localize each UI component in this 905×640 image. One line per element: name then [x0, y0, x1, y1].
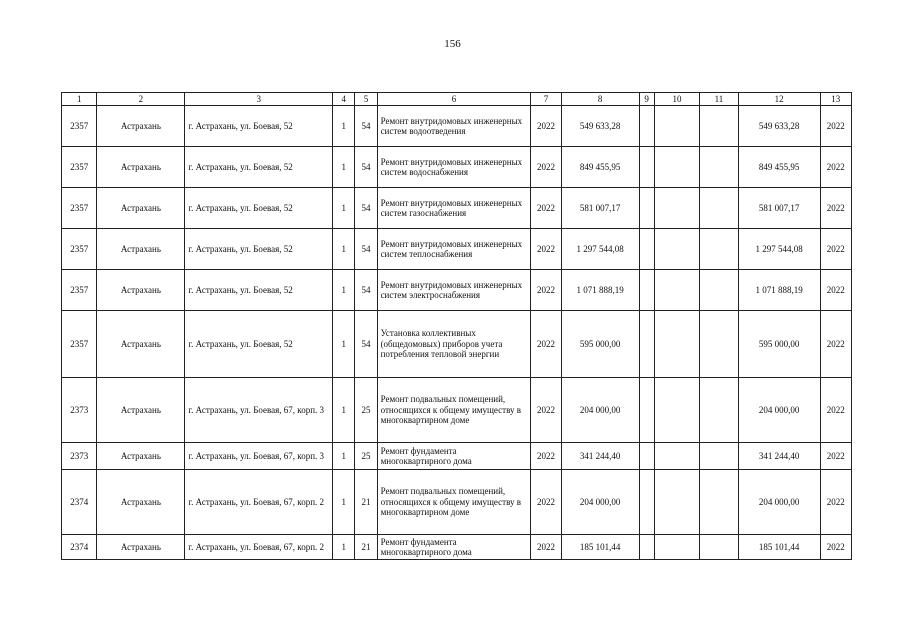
cell-work-type: Ремонт внутридомовых инженерных систем теплоснабжения — [377, 229, 531, 270]
cell-city: Астрахань — [97, 106, 185, 147]
cell-address: г. Астрахань, ул. Боевая, 52 — [185, 188, 333, 229]
cell-col11 — [700, 535, 738, 560]
cell-id: 2357 — [62, 229, 97, 270]
cell-end-year: 2022 — [820, 470, 851, 535]
cell-total: 1 297 544,08 — [738, 229, 820, 270]
cell-id: 2373 — [62, 378, 97, 443]
column-header: 13 — [820, 93, 851, 106]
cell-total: 204 000,00 — [738, 470, 820, 535]
cell-col11 — [700, 147, 738, 188]
cell-total: 341 244,40 — [738, 443, 820, 470]
cell-end-year: 2022 — [820, 443, 851, 470]
cell-address: г. Астрахань, ул. Боевая, 52 — [185, 311, 333, 378]
cell-col10 — [654, 470, 700, 535]
cell-total: 849 455,95 — [738, 147, 820, 188]
cell-id: 2374 — [62, 535, 97, 560]
cell-col9 — [639, 188, 654, 229]
cell-work-type: Ремонт внутридомовых инженерных систем водоснабжения — [377, 147, 531, 188]
cell-col10 — [654, 147, 700, 188]
column-header: 9 — [639, 93, 654, 106]
cell-col11 — [700, 470, 738, 535]
cell-work-type: Ремонт фундамента многоквартирного дома — [377, 535, 531, 560]
cell-address: г. Астрахань, ул. Боевая, 52 — [185, 270, 333, 311]
cell-col4: 1 — [333, 188, 355, 229]
cell-year: 2022 — [531, 229, 561, 270]
cell-cost: 204 000,00 — [561, 378, 639, 443]
column-header: 1 — [62, 93, 97, 106]
cell-work-type: Установка коллективных (общедомовых) приборов учета потребления тепловой энергии — [377, 311, 531, 378]
cell-end-year: 2022 — [820, 311, 851, 378]
cell-work-type: Ремонт подвальных помещений, относящихся к общему имуществу в многоквартирном доме — [377, 470, 531, 535]
cell-year: 2022 — [531, 535, 561, 560]
table-row — [62, 311, 852, 378]
cell-col5: 54 — [355, 270, 377, 311]
cell-col11 — [700, 106, 738, 147]
cell-city: Астрахань — [97, 535, 185, 560]
cell-cost: 1 297 544,08 — [561, 229, 639, 270]
cell-col10 — [654, 229, 700, 270]
cell-end-year: 2022 — [820, 229, 851, 270]
cell-total: 185 101,44 — [738, 535, 820, 560]
cell-col4: 1 — [333, 378, 355, 443]
cell-col10 — [654, 311, 700, 378]
cell-col10 — [654, 106, 700, 147]
page-number: 156 — [444, 38, 461, 50]
cell-id: 2373 — [62, 443, 97, 470]
cell-cost: 581 007,17 — [561, 188, 639, 229]
cell-city: Астрахань — [97, 270, 185, 311]
cell-city: Астрахань — [97, 311, 185, 378]
cell-id: 2357 — [62, 147, 97, 188]
cell-id: 2357 — [62, 311, 97, 378]
cell-city: Астрахань — [97, 470, 185, 535]
cell-end-year: 2022 — [820, 535, 851, 560]
cell-col4: 1 — [333, 311, 355, 378]
cell-total: 549 633,28 — [738, 106, 820, 147]
cell-cost: 595 000,00 — [561, 311, 639, 378]
cell-col10 — [654, 270, 700, 311]
cell-col4: 1 — [333, 443, 355, 470]
cell-col11 — [700, 378, 738, 443]
cell-work-type: Ремонт фундамента многоквартирного дома — [377, 443, 531, 470]
cell-col11 — [700, 188, 738, 229]
cell-col4: 1 — [333, 535, 355, 560]
cell-cost: 185 101,44 — [561, 535, 639, 560]
table-row — [62, 147, 852, 188]
cell-id: 2357 — [62, 106, 97, 147]
cell-year: 2022 — [531, 270, 561, 311]
cell-col9 — [639, 378, 654, 443]
table-row — [62, 270, 852, 311]
cell-year: 2022 — [531, 311, 561, 378]
cell-address: г. Астрахань, ул. Боевая, 67, корп. 3 — [185, 378, 333, 443]
cell-col10 — [654, 378, 700, 443]
cell-city: Астрахань — [97, 443, 185, 470]
cell-address: г. Астрахань, ул. Боевая, 67, корп. 3 — [185, 443, 333, 470]
cell-total: 204 000,00 — [738, 378, 820, 443]
cell-year: 2022 — [531, 106, 561, 147]
table-row — [62, 443, 852, 470]
cell-col11 — [700, 229, 738, 270]
cell-col11 — [700, 270, 738, 311]
cell-cost: 204 000,00 — [561, 470, 639, 535]
cell-total: 595 000,00 — [738, 311, 820, 378]
cell-city: Астрахань — [97, 229, 185, 270]
cell-col4: 1 — [333, 147, 355, 188]
cell-address: г. Астрахань, ул. Боевая, 67, корп. 2 — [185, 470, 333, 535]
cell-end-year: 2022 — [820, 147, 851, 188]
column-header: 4 — [333, 93, 355, 106]
cell-col9 — [639, 470, 654, 535]
cell-id: 2357 — [62, 188, 97, 229]
cell-col5: 54 — [355, 229, 377, 270]
cell-col9 — [639, 443, 654, 470]
cell-col9 — [639, 147, 654, 188]
table-row — [62, 535, 852, 560]
cell-city: Астрахань — [97, 378, 185, 443]
cell-col10 — [654, 535, 700, 560]
cell-col9 — [639, 311, 654, 378]
cell-col5: 21 — [355, 470, 377, 535]
cell-col5: 54 — [355, 106, 377, 147]
cell-work-type: Ремонт внутридомовых инженерных систем электроснабжения — [377, 270, 531, 311]
cell-col5: 25 — [355, 443, 377, 470]
cell-year: 2022 — [531, 378, 561, 443]
cell-cost: 849 455,95 — [561, 147, 639, 188]
table-row — [62, 470, 852, 535]
cell-work-type: Ремонт внутридомовых инженерных систем газоснабжения — [377, 188, 531, 229]
header-row — [62, 93, 852, 106]
cell-col4: 1 — [333, 270, 355, 311]
cell-id: 2357 — [62, 270, 97, 311]
cell-cost: 549 633,28 — [561, 106, 639, 147]
cell-city: Астрахань — [97, 147, 185, 188]
cell-id: 2374 — [62, 470, 97, 535]
column-header: 7 — [531, 93, 561, 106]
cell-address: г. Астрахань, ул. Боевая, 67, корп. 2 — [185, 535, 333, 560]
column-header: 5 — [355, 93, 377, 106]
cell-col10 — [654, 188, 700, 229]
data-table — [61, 92, 852, 560]
cell-year: 2022 — [531, 443, 561, 470]
cell-total: 1 071 888,19 — [738, 270, 820, 311]
cell-col9 — [639, 270, 654, 311]
table-row — [62, 188, 852, 229]
column-header: 10 — [654, 93, 700, 106]
cell-col9 — [639, 535, 654, 560]
cell-address: г. Астрахань, ул. Боевая, 52 — [185, 106, 333, 147]
cell-col10 — [654, 443, 700, 470]
cell-cost: 1 071 888,19 — [561, 270, 639, 311]
cell-col5: 21 — [355, 535, 377, 560]
cell-cost: 341 244,40 — [561, 443, 639, 470]
cell-end-year: 2022 — [820, 188, 851, 229]
cell-year: 2022 — [531, 188, 561, 229]
cell-total: 581 007,17 — [738, 188, 820, 229]
column-header: 12 — [738, 93, 820, 106]
cell-col9 — [639, 106, 654, 147]
cell-city: Астрахань — [97, 188, 185, 229]
cell-col4: 1 — [333, 470, 355, 535]
cell-year: 2022 — [531, 470, 561, 535]
cell-end-year: 2022 — [820, 106, 851, 147]
cell-col9 — [639, 229, 654, 270]
cell-col4: 1 — [333, 229, 355, 270]
table-row — [62, 229, 852, 270]
cell-col11 — [700, 311, 738, 378]
cell-col5: 54 — [355, 311, 377, 378]
cell-work-type: Ремонт подвальных помещений, относящихся к общему имуществу в многоквартирном доме — [377, 378, 531, 443]
column-header: 8 — [561, 93, 639, 106]
cell-work-type: Ремонт внутридомовых инженерных систем водоотведения — [377, 106, 531, 147]
cell-col11 — [700, 443, 738, 470]
cell-address: г. Астрахань, ул. Боевая, 52 — [185, 147, 333, 188]
table-row — [62, 106, 852, 147]
table-row — [62, 378, 852, 443]
cell-col4: 1 — [333, 106, 355, 147]
cell-year: 2022 — [531, 147, 561, 188]
cell-col5: 25 — [355, 378, 377, 443]
column-header: 11 — [700, 93, 738, 106]
cell-end-year: 2022 — [820, 378, 851, 443]
column-header: 6 — [377, 93, 531, 106]
cell-end-year: 2022 — [820, 270, 851, 311]
cell-address: г. Астрахань, ул. Боевая, 52 — [185, 229, 333, 270]
cell-col5: 54 — [355, 188, 377, 229]
column-header: 2 — [97, 93, 185, 106]
cell-col5: 54 — [355, 147, 377, 188]
column-header: 3 — [185, 93, 333, 106]
